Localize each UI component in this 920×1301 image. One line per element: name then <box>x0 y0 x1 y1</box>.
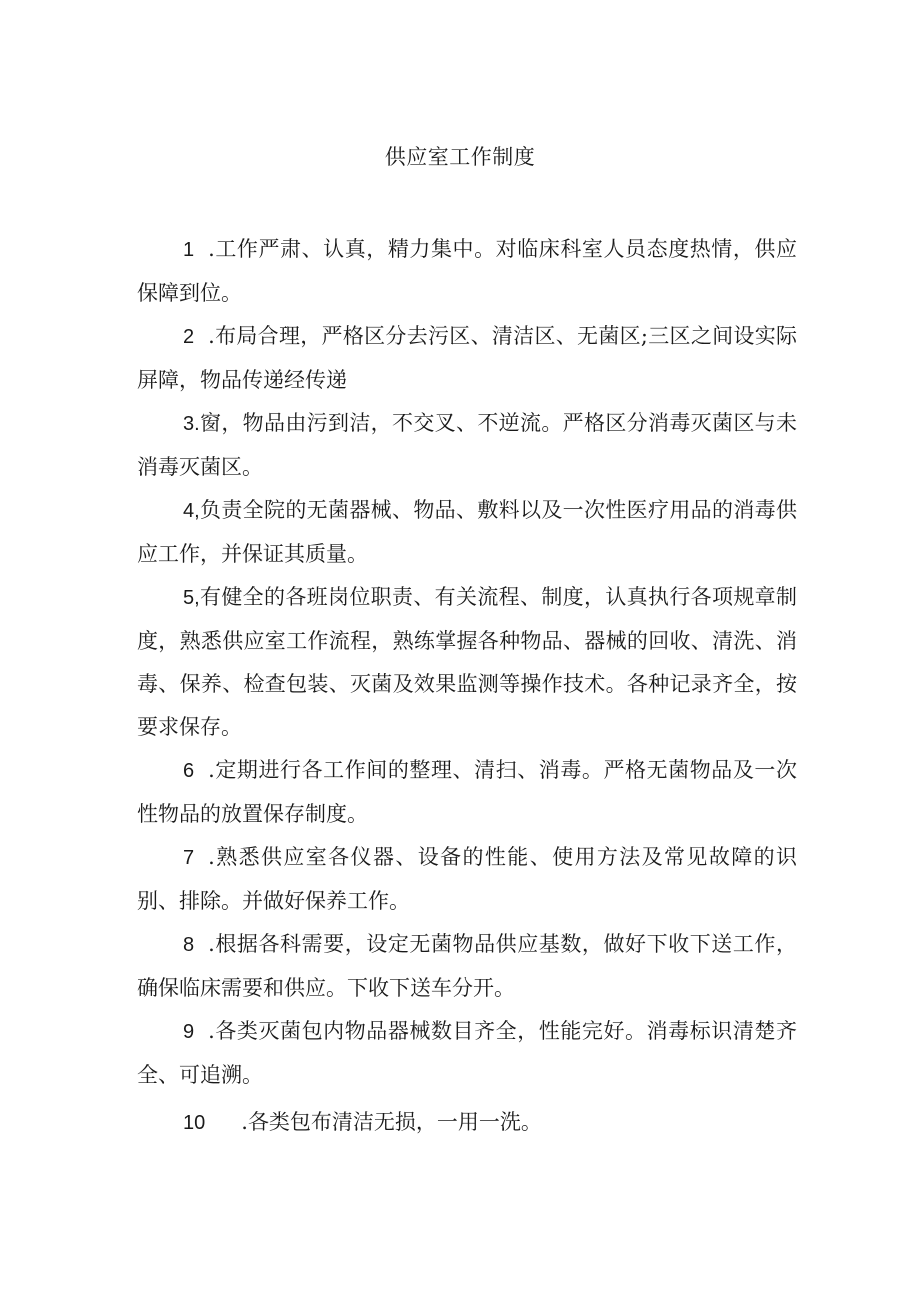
item-text: 各类包布清洁无损，一用一洗。 <box>247 1110 542 1134</box>
list-item <box>137 749 797 836</box>
item-text: 负责全院的无菌器械、物品、敷料以及一次性医疗用品的消毒供应工作，并保证其质量。 <box>137 498 797 566</box>
item-number: 6 <box>183 760 195 782</box>
item-number: 7 <box>183 847 195 869</box>
list-item <box>137 923 797 1010</box>
list-item <box>137 836 797 923</box>
document-title: 供应室工作制度 <box>384 145 536 169</box>
item-number: 9 <box>183 1021 195 1043</box>
list-item <box>137 1010 797 1097</box>
item-separator: . <box>208 324 215 348</box>
item-text: 根据各科需要，设定无菌物品供应基数，做好下收下送工作，确保临床需要和供应。下收下送车分开。 <box>137 932 797 1000</box>
item-text: 定期进行各工作间的整理、清扫、消毒。严格无菌物品及一次性物品的放置保存制度。 <box>137 758 797 826</box>
list-item <box>137 1101 797 1145</box>
item-separator: . <box>208 1019 215 1043</box>
item-text: 窗，物品由污到洁，不交叉、不逆流。严格区分消毒灭菌区与未消毒灭菌区。 <box>137 411 797 479</box>
item-number: 10 <box>183 1112 206 1134</box>
list-item <box>137 489 797 576</box>
item-separator: . <box>208 758 215 782</box>
item-number: 3. <box>183 413 200 435</box>
item-separator: . <box>208 845 215 869</box>
item-text: 有健全的各班岗位职责、有关流程、制度，认真执行各项规章制度，熟悉供应室工作流程，熟练掌握各种物品、器械的回收、清洗、消毒、保养、检查包装、灭菌及效果监测等操作技术。各种记录齐全，按要求保存。 <box>137 585 797 739</box>
item-text: 工作严肃、认真，精力集中。对临床科室人员态度热情，供应保障到位。 <box>137 237 797 305</box>
item-text: 各类灭菌包内物品器械数目齐全，性能完好。消毒标识清楚齐全、可追溯。 <box>137 1019 797 1087</box>
item-number: 8 <box>183 934 195 956</box>
item-number: 4, <box>183 500 200 522</box>
item-number: 2 <box>183 326 195 348</box>
list-item <box>137 228 797 315</box>
list-item <box>137 402 797 489</box>
item-number: 5, <box>183 587 200 609</box>
item-separator: . <box>208 237 215 261</box>
item-number: 1 <box>183 239 195 261</box>
item-separator: . <box>208 932 215 956</box>
list-item <box>137 576 797 749</box>
item-text: 布局合理，严格区分去污区、清洁区、无菌区;三区之间设实际屏障，物品传递经传递 <box>137 324 797 392</box>
list-item <box>137 315 797 402</box>
item-separator: . <box>241 1110 248 1134</box>
document-body <box>137 228 797 1145</box>
item-text: 熟悉供应室各仪器、设备的性能、使用方法及常见故障的识别、排除。并做好保养工作。 <box>137 845 797 913</box>
